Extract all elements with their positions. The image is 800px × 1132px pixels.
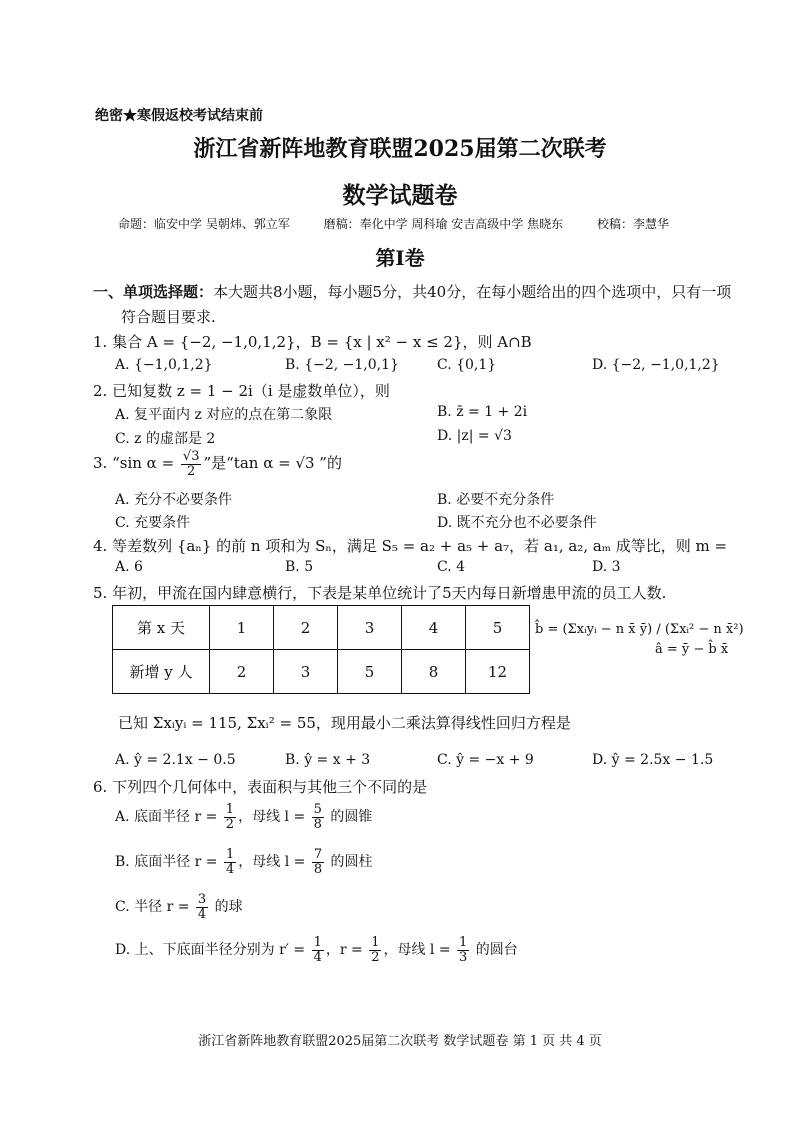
frac-den: 2 xyxy=(225,816,235,832)
q6d-frac-l xyxy=(457,936,469,964)
q1-stem: 1. 集合 A = {−2, −1,0,1,2}，B = {x | x² − x ≤ 2}，则 A∩B xyxy=(93,333,532,351)
frac-den: 4 xyxy=(225,861,235,877)
frac-den: 2 xyxy=(371,949,380,965)
q4-stem: 4. 等差数列 {aₙ} 的前 n 项和为 Sₙ，满足 S₅ = a₂ + a₅ + a₇，若 a₁, a₂, aₘ 成等比，则 m = xyxy=(93,537,728,555)
frac-den: 3 xyxy=(459,949,468,965)
q2-option-b: B. z̄ = 1 + 2i xyxy=(437,404,528,420)
q4-option-b: B. 5 xyxy=(285,559,314,575)
q6b-frac-r xyxy=(224,848,236,876)
section-text: 本大题共8小题，每小题5分，共40分，在每小题给出的四个选项中，只有一项 xyxy=(213,283,732,301)
frac-den: 8 xyxy=(313,861,323,877)
q6-option-d xyxy=(115,936,518,964)
q6d-text4: 的圆台 xyxy=(471,942,518,959)
q2-option-d: D. |z| = √3 xyxy=(437,428,512,444)
table-cell: 5 xyxy=(338,650,402,694)
frac-num: 1 xyxy=(225,802,235,817)
q3-fraction xyxy=(181,450,202,478)
q6-option-a xyxy=(115,803,372,831)
exam-title: 浙江省新阵地教育联盟2025届第二次联考 xyxy=(193,136,607,162)
q6c-text: C. 半径 r = xyxy=(115,899,194,916)
q1-option-b: B. {−2, −1,0,1} xyxy=(285,357,399,373)
q2-stem: 2. 已知复数 z = 1 − 2i（i 是虚数单位），则 xyxy=(93,382,390,400)
table-cell: 12 xyxy=(466,650,530,694)
table-cell: 1 xyxy=(210,606,274,650)
frac-den: 4 xyxy=(197,906,207,922)
q6d-text2: ，r = xyxy=(325,942,368,959)
q6d-frac-r1 xyxy=(312,936,324,964)
q6a-text2: ，母线 l = xyxy=(238,809,310,826)
confidential-label: 绝密★寒假返校考试结束前 xyxy=(95,108,263,124)
q3-option-a: A. 充分不必要条件 xyxy=(115,492,233,508)
q6a-text3: 的圆锥 xyxy=(325,809,373,826)
q4-option-d: D. 3 xyxy=(592,559,621,575)
page-footer: 浙江省新阵地教育联盟2025届第二次联考 数学试题卷 第 1 页 共 4 页 xyxy=(198,1034,602,1049)
q3-frac-num: √3 xyxy=(182,449,200,464)
credit-author: 命题：临安中学 吴朝炜、郭立军 xyxy=(118,217,290,231)
q6b-frac-l xyxy=(312,848,324,876)
formula-a: â = ȳ − b̂ x̄ xyxy=(655,642,729,657)
frac-num: 1 xyxy=(371,935,380,950)
table-row xyxy=(113,606,530,650)
formula-b: b̂ = (Σxᵢyᵢ − n x̄ ȳ) / (Σxᵢ² − n x̄²) xyxy=(535,622,744,637)
table-cell: 3 xyxy=(274,650,338,694)
q5-option-a: A. ŷ = 2.1x − 0.5 xyxy=(115,752,236,768)
q5-option-b: B. ŷ = x + 3 xyxy=(285,752,371,768)
q2-option-c: C. z 的虚部是 2 xyxy=(115,431,216,447)
q6b-text2: ，母线 l = xyxy=(238,854,310,871)
q6d-text3: ，母线 l = xyxy=(383,942,456,959)
q4-option-a: A. 6 xyxy=(115,559,143,575)
q6a-frac-r xyxy=(224,803,236,831)
q5-given: 已知 Σxᵢyᵢ = 115, Σxᵢ² = 55，现用最小二乘法算得线性回归方程是 xyxy=(118,714,571,732)
q6b-text: B. 底面半径 r = xyxy=(115,854,222,871)
credits-line xyxy=(118,215,699,232)
volume-title: 第Ⅰ卷 xyxy=(375,246,425,270)
table-cell: 8 xyxy=(402,650,466,694)
frac-num: 5 xyxy=(313,802,322,817)
q6b-text3: 的圆柱 xyxy=(326,854,373,871)
section-label: 一、单项选择题： xyxy=(93,283,214,301)
q3-frac-den: 2 xyxy=(187,463,196,479)
section-text-cont: 符合题目要求. xyxy=(121,308,216,326)
table-cell: 第 x 天 xyxy=(113,606,210,650)
q6-stem: 6. 下列四个几何体中，表面积与其他三个不同的是 xyxy=(93,778,428,796)
frac-num: 7 xyxy=(313,847,323,862)
q3-stem-part1: 3. “sin α = xyxy=(93,454,179,473)
q6c-text2: 的球 xyxy=(210,899,243,916)
section-heading xyxy=(93,281,731,302)
frac-den: 4 xyxy=(313,949,322,965)
q6-option-c xyxy=(115,893,243,921)
q5-option-d: D. ŷ = 2.5x − 1.5 xyxy=(592,752,714,768)
table-cell: 3 xyxy=(338,606,402,650)
table-cell: 2 xyxy=(274,606,338,650)
frac-num: 3 xyxy=(197,892,207,907)
q3-stem-part2: ”是“tan α = √3 ”的 xyxy=(203,454,342,473)
q1-option-c: C. {0,1} xyxy=(437,357,497,373)
q2-option-a: A. 复平面内 z 对应的点在第二象限 xyxy=(115,407,333,423)
q3-option-b: B. 必要不充分条件 xyxy=(437,492,555,508)
q6a-frac-l xyxy=(312,803,324,831)
q6d-frac-r2 xyxy=(369,936,381,964)
table-cell: 4 xyxy=(402,606,466,650)
q1-option-a: A. {−1,0,1,2} xyxy=(115,357,213,373)
q1-option-d: D. {−2, −1,0,1,2} xyxy=(592,357,720,373)
credit-reviewer: 磨稿：奉化中学 周科瑜 安吉高级中学 焦晓东 xyxy=(323,217,564,231)
frac-den: 8 xyxy=(313,816,322,832)
frac-num: 1 xyxy=(459,935,468,950)
q5-option-c: C. ŷ = −x + 9 xyxy=(437,752,534,768)
q3-option-d: D. 既不充分也不必要条件 xyxy=(437,515,597,531)
q4-option-c: C. 4 xyxy=(437,559,466,575)
exam-subtitle: 数学试题卷 xyxy=(342,182,458,209)
q3-option-c: C. 充要条件 xyxy=(115,515,191,531)
credit-proofreader: 校稿：李慧华 xyxy=(596,217,669,231)
frac-num: 1 xyxy=(225,847,235,862)
q5-stem: 5. 年初，甲流在国内肆意横行，下表是某单位统计了5天内每日新增患甲流的员工人数. xyxy=(93,584,667,602)
table-row xyxy=(113,650,530,694)
q6-option-b xyxy=(115,848,373,876)
table-cell: 5 xyxy=(466,606,530,650)
q6c-frac-r xyxy=(196,893,208,921)
table-cell: 新增 y 人 xyxy=(113,650,210,694)
frac-num: 1 xyxy=(313,935,322,950)
q6d-text: D. 上、下底面半径分别为 r′ = xyxy=(115,942,310,959)
q3-stem xyxy=(93,450,342,478)
q5-data-table xyxy=(112,605,530,694)
q6a-text: A. 底面半径 r = xyxy=(115,809,222,826)
table-cell: 2 xyxy=(210,650,274,694)
